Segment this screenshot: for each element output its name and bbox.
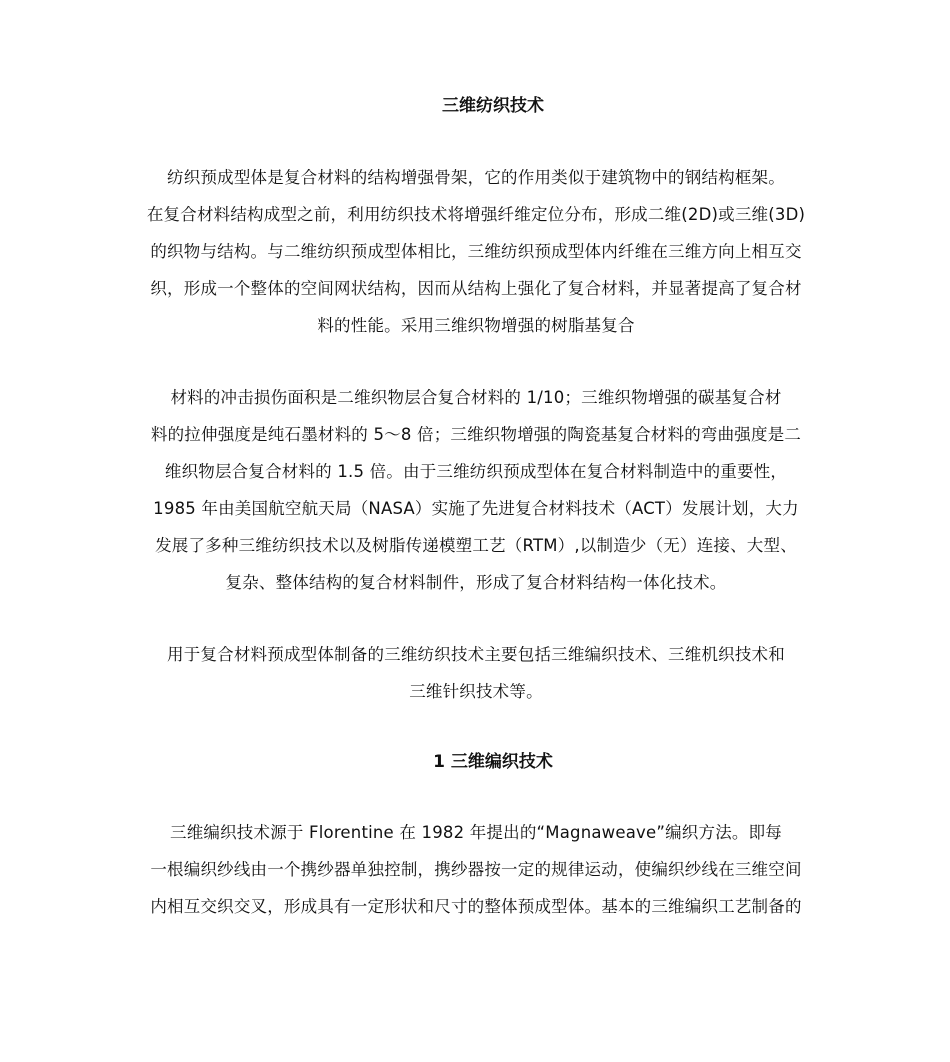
section-title: 1 三维编织技术 bbox=[433, 752, 553, 772]
text-line: 材料的冲击损伤面积是二维织物层合复合材料的 1/10；三维织物增强的碳基复合材 bbox=[170, 388, 782, 407]
text-line: 料的性能。采用三维织物增强的树脂基复合 bbox=[317, 316, 635, 335]
text-line: 料的拉伸强度是纯石墨材料的 5～8 倍；三维织物增强的陶瓷基复合材料的弯曲强度是二 bbox=[150, 425, 802, 444]
text-line: 的织物与结构。与二维纺织预成型体相比，三维纺织预成型体内纤维在三维方向上相互交 bbox=[150, 242, 802, 261]
text-line: 纺织预成型体是复合材料的结构增强骨架，它的作用类似于建筑物中的钢结构框架。 bbox=[167, 168, 785, 187]
text-line: 内相互交织交叉，形成具有一定形状和尺寸的整体预成型体。基本的三维编织工艺制备的 bbox=[150, 897, 802, 916]
text-line: 维织物层合复合材料的 1.5 倍。由于三维纺织预成型体在复合材料制造中的重要性， bbox=[164, 462, 788, 481]
text-line: 发展了多种三维纺织技术以及树脂传递模塑工艺（RTM）,以制造少（无）连接、大型、 bbox=[155, 536, 797, 555]
text-line: 三维编织技术源于 Florentine 在 1982 年提出的“Magnaweave”编织方法。即每 bbox=[170, 823, 782, 842]
text-line: 复杂、整体结构的复合材料制件，形成了复合材料结构一体化技术。 bbox=[225, 573, 727, 592]
text-line: 1985 年由美国航空航天局（NASA）实施了先进复合材料技术（ACT）发展计划，大力 bbox=[153, 499, 799, 518]
text-line: 织，形成一个整体的空间网状结构，因而从结构上强化了复合材料，并显著提高了复合材 bbox=[150, 279, 802, 298]
text-line: 一根编织纱线由一个携纱器单独控制，携纱器按一定的规律运动，使编织纱线在三维空间 bbox=[150, 860, 802, 879]
text-line: 在复合材料结构成型之前，利用纺织技术将增强纤维定位分布，形成二维(2D)或三维(3D) bbox=[146, 205, 806, 224]
paragraph-intro bbox=[122, 159, 830, 344]
paragraph-braiding bbox=[122, 814, 830, 925]
text-line: 三维针织技术等。 bbox=[409, 682, 543, 701]
text-line: 用于复合材料预成型体制备的三维纺织技术主要包括三维编织技术、三维机织技术和 bbox=[167, 645, 785, 664]
document-title: 三维纺织技术 bbox=[442, 96, 544, 116]
paragraph-techniques bbox=[122, 636, 830, 710]
paragraph-performance bbox=[122, 379, 830, 601]
